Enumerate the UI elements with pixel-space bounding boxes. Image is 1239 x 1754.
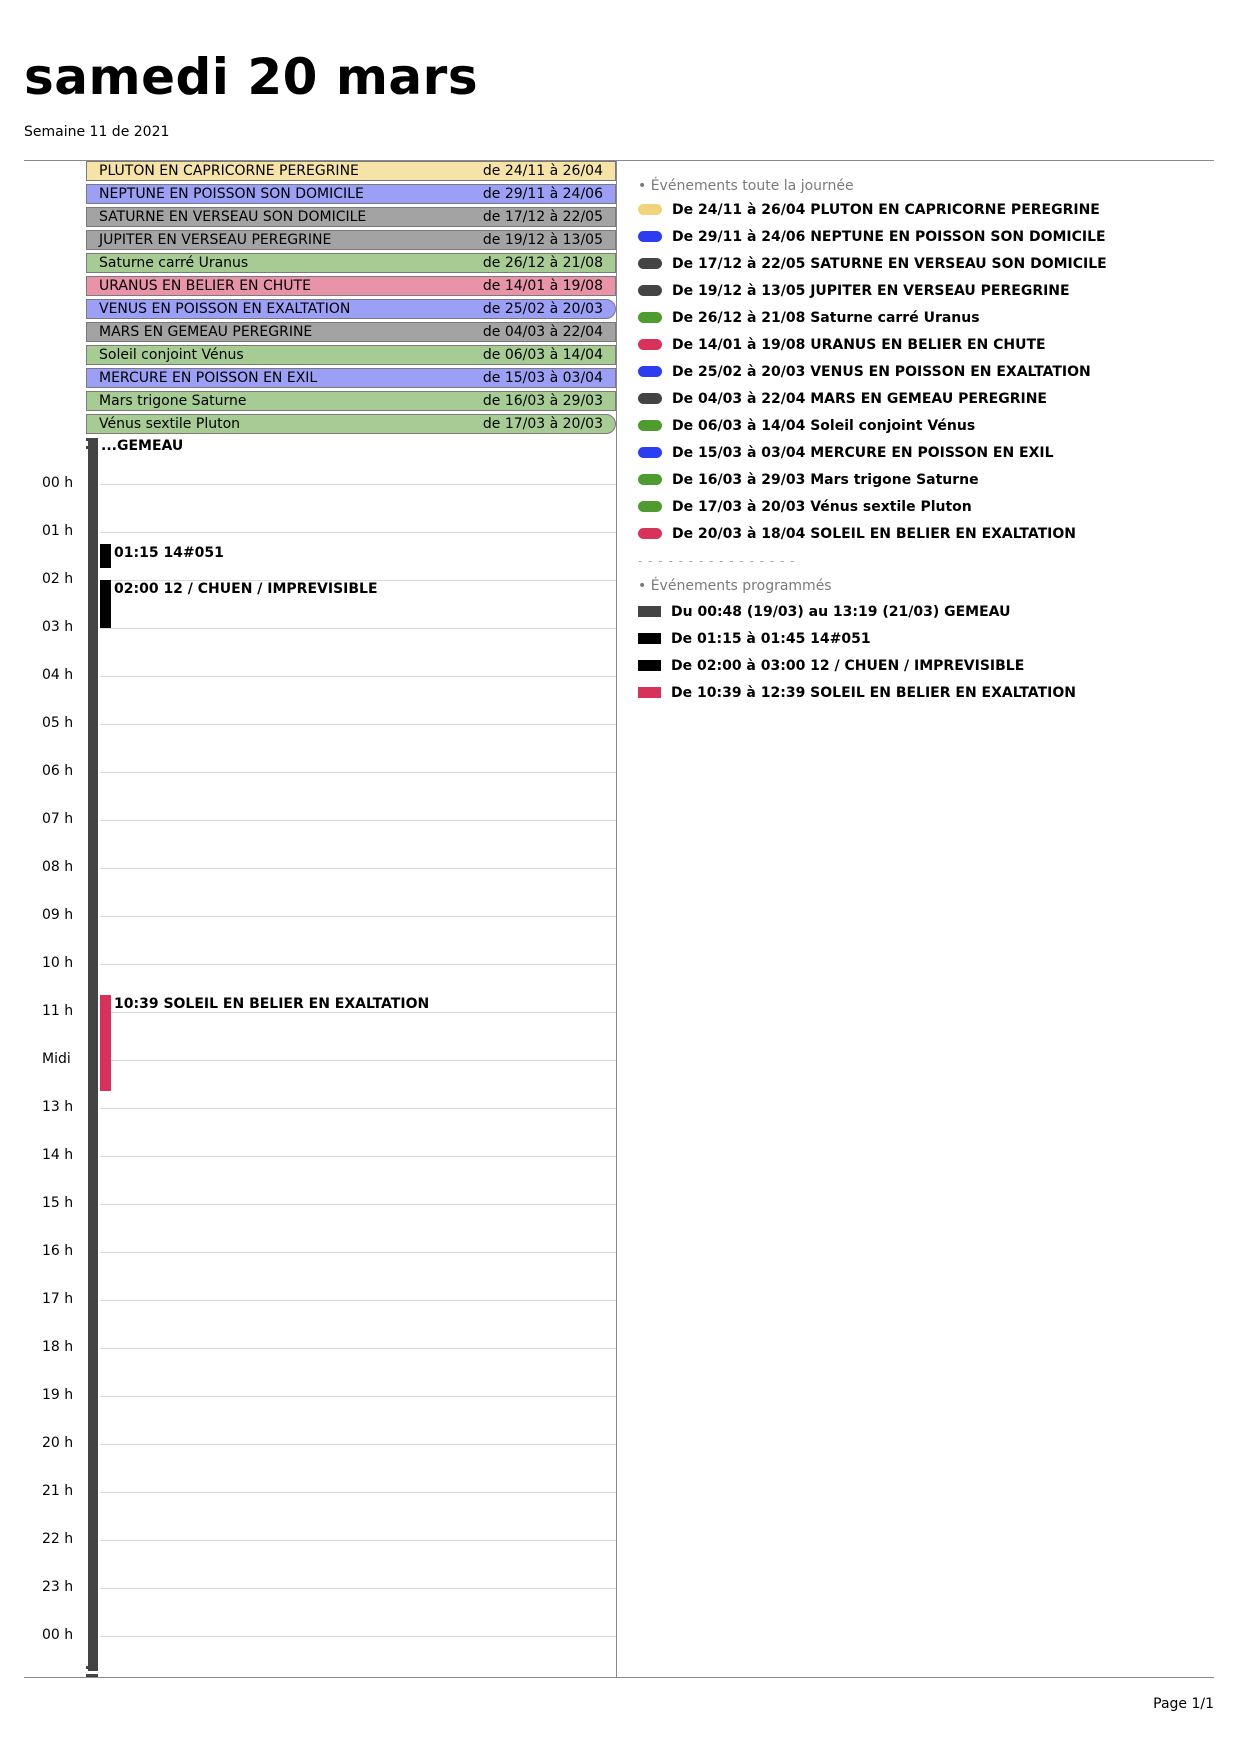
allday-event-dates: de 17/12 à 22/05 [482,209,603,225]
legend-item-text: De 15/03 à 03/04 MERCURE EN POISSON EN EXIL [672,445,1054,461]
hour-gridline [100,1108,616,1109]
allday-event-dates: de 15/03 à 03/04 [482,370,603,386]
continuation-marker-bottom [86,1674,98,1677]
legend-item-text: De 29/11 à 24/06 NEPTUNE EN POISSON SON DOMICILE [672,229,1106,245]
allday-event-dates: de 17/03 à 20/03 [482,416,603,432]
hour-label: 07 h [42,811,74,827]
legend-item [638,631,871,647]
continuation-marker-top [86,438,98,441]
hour-label: 22 h [42,1531,74,1547]
allday-event-dates: de 04/03 à 22/04 [482,324,603,340]
allday-event-row[interactable] [86,391,616,411]
color-swatch-pill [638,474,662,485]
hour-gridline [100,484,616,485]
allday-event-dates: de 26/12 à 21/08 [482,255,603,271]
allday-event-label: MERCURE EN POISSON EN EXIL [99,370,318,386]
page-number: Page 1/1 [1153,1696,1214,1712]
legend-item [638,604,1010,620]
scheduled-legend-title: • Événements programmés [638,578,832,594]
hour-label: 03 h [42,619,74,635]
legend-item [638,685,1076,701]
legend-item-text: De 10:39 à 12:39 SOLEIL EN BELIER EN EXALTATION [671,685,1076,701]
gemeau-continuation-bar[interactable] [88,438,98,1671]
color-swatch-rect [638,687,661,698]
hour-label: 04 h [42,667,74,683]
hour-gridline [100,628,616,629]
hour-label: 11 h [42,1003,74,1019]
color-swatch-pill [638,312,662,323]
color-swatch-pill [638,339,662,350]
hour-label: 19 h [42,1387,74,1403]
legend-item-text: De 24/11 à 26/04 PLUTON EN CAPRICORNE PEREGRINE [672,202,1100,218]
legend-item [638,445,1054,461]
legend-item [638,283,1070,299]
hour-label: 18 h [42,1339,74,1355]
hour-gridline [100,916,616,917]
bottom-divider [24,1677,1214,1678]
hour-label: 17 h [42,1291,74,1307]
legend-item [638,364,1091,380]
legend-item-text: De 19/12 à 13/05 JUPITER EN VERSEAU PEREGRINE [672,283,1070,299]
allday-event-row[interactable] [86,253,616,273]
allday-legend-title: • Événements toute la journée [638,178,854,194]
allday-event-dates: de 24/11 à 26/04 [482,163,603,179]
hour-label: 23 h [42,1579,74,1595]
legend-item-text: De 14/01 à 19/08 URANUS EN BELIER EN CHUTE [672,337,1046,353]
allday-event-row[interactable] [86,368,616,388]
column-divider [616,160,617,1677]
hour-gridline [100,964,616,965]
hour-gridline [100,1348,616,1349]
allday-event-row[interactable] [86,322,616,342]
hour-label: 00 h [42,475,74,491]
hour-label: 00 h [42,1627,74,1643]
legend-item [638,256,1107,272]
allday-event-label: SATURNE EN VERSEAU SON DOMICILE [99,209,367,225]
timed-event-bar[interactable] [100,995,111,1091]
hour-gridline [100,772,616,773]
legend-item-text: De 17/03 à 20/03 Vénus sextile Pluton [672,499,972,515]
hour-label: 14 h [42,1147,74,1163]
color-swatch-pill [638,528,662,539]
hour-label: 06 h [42,763,74,779]
hour-gridline [100,1060,616,1061]
allday-event-dates: de 06/03 à 14/04 [482,347,603,363]
allday-event-row[interactable] [86,345,616,365]
legend-item [638,310,980,326]
hour-label: 10 h [42,955,74,971]
color-swatch-pill [638,501,662,512]
timed-event-label[interactable]: 10:39 SOLEIL EN BELIER EN EXALTATION [114,996,430,1012]
color-swatch-rect [638,606,661,617]
hour-label: Midi [42,1051,71,1067]
allday-event-row[interactable] [86,276,616,296]
legend-item-text: De 17/12 à 22/05 SATURNE EN VERSEAU SON DOMICILE [672,256,1107,272]
continuing-event-label: ...GEMEAU [101,438,184,454]
week-subtitle: Semaine 11 de 2021 [24,124,170,140]
color-swatch-pill [638,231,662,242]
allday-event-row[interactable] [86,184,616,204]
hour-gridline [100,532,616,533]
hour-gridline [100,1636,616,1637]
color-swatch-pill [638,420,662,431]
legend-item [638,472,979,488]
color-swatch-pill [638,258,662,269]
hour-label: 20 h [42,1435,74,1451]
color-swatch-rect [638,660,661,671]
allday-event-row[interactable] [86,207,616,227]
timed-event-bar[interactable] [100,544,111,568]
legend-item-text: De 01:15 à 01:45 14#051 [671,631,871,647]
legend-item [638,418,975,434]
allday-event-dates: de 29/11 à 24/06 [482,186,603,202]
legend-item [638,202,1100,218]
continuation-marker-bottom [86,1666,98,1669]
hour-label: 01 h [42,523,74,539]
color-swatch-pill [638,366,662,377]
hour-gridline [100,1012,616,1013]
timed-event-bar[interactable] [100,580,111,628]
allday-event-row[interactable] [86,299,616,319]
legend-item-text: De 06/03 à 14/04 Soleil conjoint Vénus [672,418,976,434]
legend-item-text: De 04/03 à 22/04 MARS EN GEMEAU PEREGRINE [672,391,1047,407]
hour-label: 13 h [42,1099,74,1115]
legend-item-text: De 25/02 à 20/03 VENUS EN POISSON EN EXALTATION [672,364,1091,380]
color-swatch-rect [638,633,661,644]
allday-event-row[interactable] [86,230,616,250]
legend-item [638,337,1046,353]
legend-item-text: Du 00:48 (19/03) au 13:19 (21/03) GEMEAU [671,604,1011,620]
allday-event-label: Saturne carré Uranus [99,255,249,271]
hour-gridline [100,1396,616,1397]
hour-label: 05 h [42,715,74,731]
allday-event-label: JUPITER EN VERSEAU PEREGRINE [99,232,332,248]
legend-item-text: De 16/03 à 29/03 Mars trigone Saturne [672,472,979,488]
legend-item-text: De 02:00 à 03:00 12 / CHUEN / IMPREVISIBLE [671,658,1025,674]
legend-item-text: De 20/03 à 18/04 SOLEIL EN BELIER EN EXALTATION [672,526,1076,542]
allday-event-label: Vénus sextile Pluton [99,416,241,432]
hour-label: 02 h [42,571,74,587]
page-title: samedi 20 mars [24,48,479,106]
allday-event-dates: de 19/12 à 13/05 [482,232,603,248]
hour-label: 16 h [42,1243,74,1259]
legend-item [638,658,1024,674]
legend-item [638,499,972,515]
legend-item [638,526,1076,542]
color-swatch-pill [638,285,662,296]
allday-event-label: Mars trigone Saturne [99,393,247,409]
color-swatch-pill [638,393,662,404]
hour-label: 21 h [42,1483,74,1499]
allday-event-label: NEPTUNE EN POISSON SON DOMICILE [99,186,364,202]
hour-gridline [100,1492,616,1493]
timed-event-label[interactable]: 01:15 14#051 [114,545,224,561]
hour-gridline [100,1252,616,1253]
allday-event-dates: de 25/02 à 20/03 [482,301,603,317]
legend-separator: - - - - - - - - - - - - - - - - [638,554,796,568]
hour-gridline [100,1588,616,1589]
color-swatch-pill [638,204,662,215]
legend-item [638,391,1047,407]
timed-event-label[interactable]: 02:00 12 / CHUEN / IMPREVISIBLE [114,581,378,597]
hour-gridline [100,724,616,725]
allday-event-label: PLUTON EN CAPRICORNE PEREGRINE [99,163,359,179]
legend-item [638,229,1106,245]
allday-event-label: VENUS EN POISSON EN EXALTATION [99,301,351,317]
hour-gridline [100,820,616,821]
hour-gridline [100,1156,616,1157]
legend-item-text: De 26/12 à 21/08 Saturne carré Uranus [672,310,980,326]
hour-label: 08 h [42,859,74,875]
hour-gridline [100,1540,616,1541]
hour-gridline [100,1300,616,1301]
hour-gridline [100,1444,616,1445]
hour-gridline [100,868,616,869]
color-swatch-pill [638,447,662,458]
allday-event-label: URANUS EN BELIER EN CHUTE [99,278,311,294]
allday-event-row[interactable] [86,414,616,434]
allday-events-list [86,161,616,437]
allday-event-row[interactable] [86,161,616,181]
allday-event-label: Soleil conjoint Vénus [99,347,244,363]
allday-event-dates: de 16/03 à 29/03 [482,393,603,409]
continuation-marker-top [86,446,98,449]
hour-gridline [100,1204,616,1205]
allday-event-dates: de 14/01 à 19/08 [482,278,603,294]
hour-label: 09 h [42,907,74,923]
hour-gridline [100,676,616,677]
allday-event-label: MARS EN GEMEAU PEREGRINE [99,324,313,340]
hour-label: 15 h [42,1195,74,1211]
